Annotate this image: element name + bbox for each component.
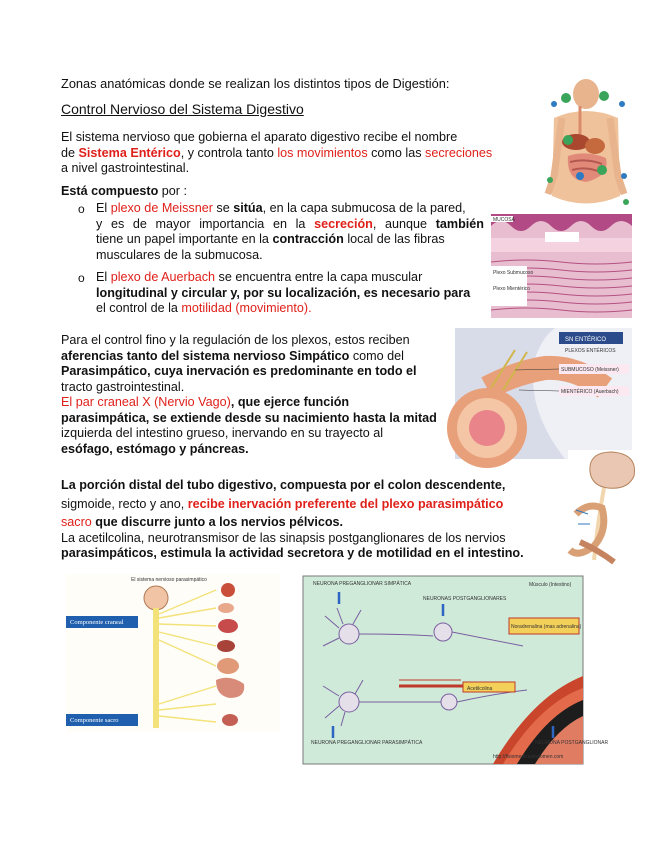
- intro-text: , y controla tanto: [180, 145, 278, 160]
- auerbach-text: se encuentra entre la capa muscular: [215, 270, 423, 284]
- neuron-muscle-label: Músculo (Intestino): [529, 582, 572, 588]
- p2-text: , que ejerce función: [230, 395, 350, 409]
- contraccion-term: contracción: [272, 232, 344, 246]
- meissner-text: , aunque: [372, 216, 436, 231]
- meissner-situa: sitúa: [233, 201, 263, 215]
- auerbach-line-1: [96, 270, 496, 286]
- auerbach-term: plexo de Auerbach: [110, 270, 216, 284]
- p3-line-3: [61, 515, 581, 531]
- sacro-term: sacro: [61, 515, 92, 529]
- meissner-text: , en la capa submucosa de la pared,: [262, 201, 466, 215]
- parasympathetic-system-image: [66, 574, 280, 732]
- meissner-line-1: [96, 201, 484, 217]
- p3-line-1: La porción distal del tubo digestivo, compuesta por el colon descendente,: [61, 478, 506, 492]
- composed-rest: por :: [158, 184, 187, 198]
- p2-line-7: izquierda del intestino grueso, inervando en su trayecto al: [61, 426, 384, 440]
- auerbach-line-2: longitudinal y circular y, por su localización, es necesario para: [96, 285, 471, 300]
- enteric-system-image: [455, 328, 632, 459]
- p2-text: como del: [349, 348, 404, 363]
- p2-line-1: Para el control fino y la regulación de los plexos, estos reciben: [61, 333, 410, 347]
- p2-line-2: [61, 349, 441, 365]
- p2-line-3: Parasimpático, cuya inervación es predominante en todo el: [61, 364, 417, 378]
- neuron-ganglion-label: NEURONAS POSTGANGLIONARES: [423, 596, 507, 602]
- movimientos-term: los movimientos: [277, 145, 368, 160]
- meissner-line-3: [96, 232, 484, 248]
- sne-title: SN ENTÉRICO: [565, 337, 607, 343]
- meissner-term: plexo de Meissner: [110, 201, 213, 215]
- plexos-paragraph: [61, 333, 441, 457]
- nervio-vago-term: El par craneal X (Nervio Vago): [61, 395, 231, 409]
- neuron-synapse-diagram: [303, 576, 609, 764]
- secrecion-term: secreción: [314, 216, 373, 231]
- p3-line-2: [61, 497, 581, 513]
- intro-text: de: [61, 145, 79, 160]
- meissner-line-4: musculares de la submucosa.: [96, 247, 263, 262]
- wall-label-1: Plexo Submucoso: [493, 270, 534, 276]
- torso-digestive-illustration: [540, 76, 632, 216]
- neuron-source-url: http://fisiomedicalabdomen.com: [493, 754, 564, 760]
- p3-text: que discurre junto a los nervios pélvicos.: [91, 515, 344, 529]
- neuron-noradrenaline-label: Noradrenalina (mas adrenalina): [511, 624, 582, 630]
- page-heading: Zonas anatómicas donde se realizan los distintos tipos de Digestión:: [61, 76, 450, 91]
- bullet-marker: o: [78, 271, 85, 285]
- auerbach-line-3: [96, 301, 496, 317]
- parasimpatico-term: recibe inervación preferente del plexo parasimpático: [187, 496, 504, 511]
- wall-title: MUCOSA: [493, 217, 515, 223]
- intro-paragraph: [61, 130, 541, 177]
- intro-line-2: [61, 146, 541, 162]
- distal-paragraph: [61, 478, 581, 562]
- p2-line-4: tracto gastrointestinal.: [61, 379, 185, 394]
- para-label-sacral: Componente sacro: [70, 717, 119, 724]
- tambien-term: también: [435, 216, 484, 231]
- sne-label-3: MIENTÉRICO (Auerbach): [561, 389, 619, 395]
- simpatico-term: aferencias tanto del sistema nervioso Simpático: [61, 348, 350, 363]
- wall-label-2: Plexo Mientérico: [493, 286, 530, 292]
- meissner-text: y es de mayor importancia en la: [96, 216, 315, 231]
- p3-line-5: parasimpáticos, estimula la actividad secretora y de motilidad en el intestino.: [61, 546, 524, 560]
- neuron-title: NEURONA PREGANGLIONAR SIMPÁTICA: [313, 581, 412, 587]
- meissner-text: se: [212, 201, 234, 215]
- composed-line: [61, 184, 187, 200]
- bullet-meissner: [96, 201, 484, 263]
- meissner-text: local de las fibras: [343, 232, 445, 246]
- para-label-cranial: Componente craneal: [70, 619, 124, 626]
- secreciones-term: secreciones: [425, 145, 493, 160]
- bullet-auerbach: [96, 270, 496, 317]
- intro-line-3: a nivel gastrointestinal.: [61, 161, 190, 175]
- section-title: Control Nervioso del Sistema Digestivo: [61, 101, 304, 117]
- sne-label-2: SUBMUCOSO (Meissner): [561, 367, 619, 373]
- neuron-acetylcholine-label: Acetilcolina: [467, 686, 493, 692]
- sistema-enterico-term: Sistema Entérico: [78, 145, 181, 160]
- composed-bold: Está compuesto: [61, 184, 159, 198]
- parasympathetic-colon-illustration: [568, 450, 640, 570]
- p2-line-5: [61, 395, 441, 411]
- p3-text: sigmoide, recto y ano,: [61, 496, 188, 511]
- motilidad-term: motilidad (movimiento).: [181, 301, 312, 315]
- neuron-pre-para-label: NEURONA PREGANGLIONAR PARASIMPÁTICA: [311, 740, 423, 746]
- p2-line-8: esófago, estómago y páncreas.: [61, 441, 249, 456]
- meissner-line-2: [96, 217, 484, 233]
- auerbach-text: el control de la: [96, 301, 182, 315]
- meissner-text: El: [96, 201, 111, 215]
- p2-line-6: parasimpática, se extiende desde su nacimiento hasta la mitad: [61, 410, 437, 425]
- p3-line-4: La acetilcolina, neurotransmisor de las sinapsis postganglionares de los nervios: [61, 530, 506, 545]
- intestinal-wall-image: [491, 214, 632, 318]
- para-title: El sistema nervioso parasimpático: [131, 577, 207, 583]
- intro-text: como las: [367, 145, 426, 160]
- meissner-text: tiene un papel importante en la: [96, 232, 273, 246]
- auerbach-text: El: [96, 270, 111, 284]
- bullet-marker: o: [78, 202, 85, 216]
- sne-label-1: PLEXOS ENTÉRICOS: [565, 348, 616, 354]
- intro-line-1: El sistema nervioso que gobierna el aparato digestivo recibe el nombre: [61, 130, 458, 144]
- neuron-post-para-label: NEURONA POSTGANGLIONAR: [535, 740, 609, 746]
